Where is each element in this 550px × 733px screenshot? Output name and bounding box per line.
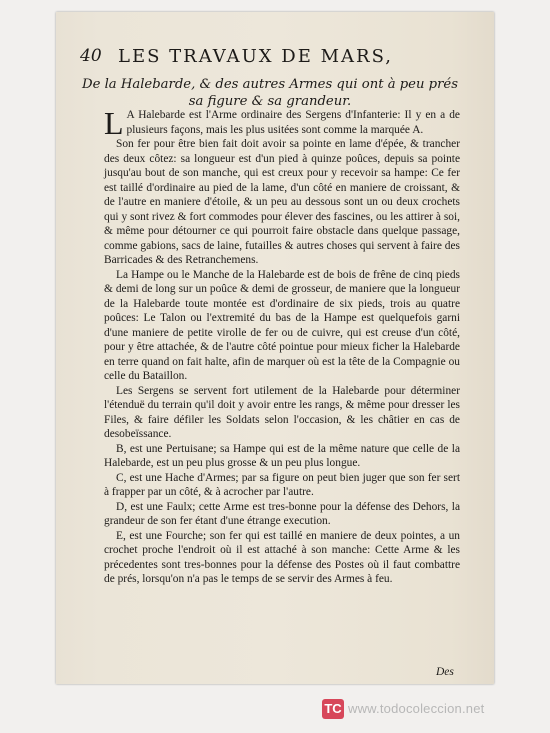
paragraph: La Hampe ou le Manche de la Halebarde est de bois de frêne de cinq pieds & demi de long sur un poûce & demi de grosseur, de maniere que la longueur de la Halebarde toute montée est d'ordinaire de six pieds, trois au quatre poûces: Le Talon ou l'extremité du bas de la Hampe est quelquefois garni d'une maniere de petite virolle de fer ou de cuivre, qui est creuse d'un côté, pour y être attachée, & de l'autre côté pointue pour mieux ficher la Halebarde en terre quand on fait halte, afin de marquer où est la tête de la Compagnie ou celle du Bataillon. <box>104 268 460 382</box>
drop-cap: L <box>104 105 124 141</box>
catchword: Des <box>436 666 454 678</box>
paragraph: Les Sergens se servent fort utilement de la Halebarde pour déterminer l'étenduë du terrain qu'il doit y avoir entre les rangs, & même pour dresser les Files, & faire défiler les Soldats selon l'occasion, & les châtier en cas de desobeïssance. <box>104 384 460 440</box>
paragraph: C, est une Hache d'Armes; par sa figure on peut bien juger que son fer sert à frapper par un côté, & à acrocher par l'autre. <box>104 471 460 498</box>
watermark-text: www.todocoleccion.net <box>348 701 485 716</box>
page-header <box>80 46 460 70</box>
paragraph: E, est une Fourche; son fer qui est taillé en maniere de deux pointes, a un crochet proche l'endroit où il est attaché à son manche: Cette Arme & les précedentes sont tres-bonnes pour la défense des Postes où il faut combattre de prés, lorsqu'on n'a pas le temps de se servir des Armes à feu. <box>104 529 460 585</box>
chapter-title <box>80 76 460 110</box>
paragraph: Son fer pour être bien fait doit avoir sa pointe en lame d'épée, & trancher des deux côtez: sa longueur est d'un pied à quinze poûces, depuis sa pointe jusqu'au bout de son manche, qui est creux pour y recevoir sa hampe: Ce fer est taillé d'ordinaire au pied de la lame, d'un côté en maniere de croissant, & de l'autre en maniere d'étoile, & un peu au dessous sont un ou deux crochets qui y sont rivez & fort commodes pour élever des fascines, ou les attirer à soi, & même pour détourner ce qui pourroit faire obstacle dans quelque passage, comme gabions, sacs de laine, futailles & autres choses qui servent à faire des Barricades & des Retranchemens. <box>104 138 460 266</box>
body-text <box>104 105 460 587</box>
paragraph-text: A Halebarde est l'Arme ordinaire des Sergens d'Infanterie: Il y en a de plusieurs façons, mais les plus usitées sont comme la marquée A. <box>126 109 460 136</box>
chapter-title-line-2: sa figure & sa grandeur. <box>188 94 352 109</box>
paragraph <box>104 105 460 141</box>
chapter-title-line-1: De la Halebarde, & des autres Armes qui ont à peu prés <box>82 77 458 92</box>
paragraph: B, est une Pertuisane; sa Hampe qui est de la même nature que celle de la Halebarde, est un peu plus grosse & un peu plus longue. <box>104 442 460 469</box>
page-number: 40 <box>80 46 102 66</box>
paragraph: D, est une Faulx; cette Arme est tres-bonne pour la défense des Dehors, la grandeur de son fer étant d'une étrange execution. <box>104 500 460 527</box>
watermark-logo-icon: TC <box>322 699 344 719</box>
running-title: LES TRAVAUX DE MARS, <box>118 46 393 67</box>
